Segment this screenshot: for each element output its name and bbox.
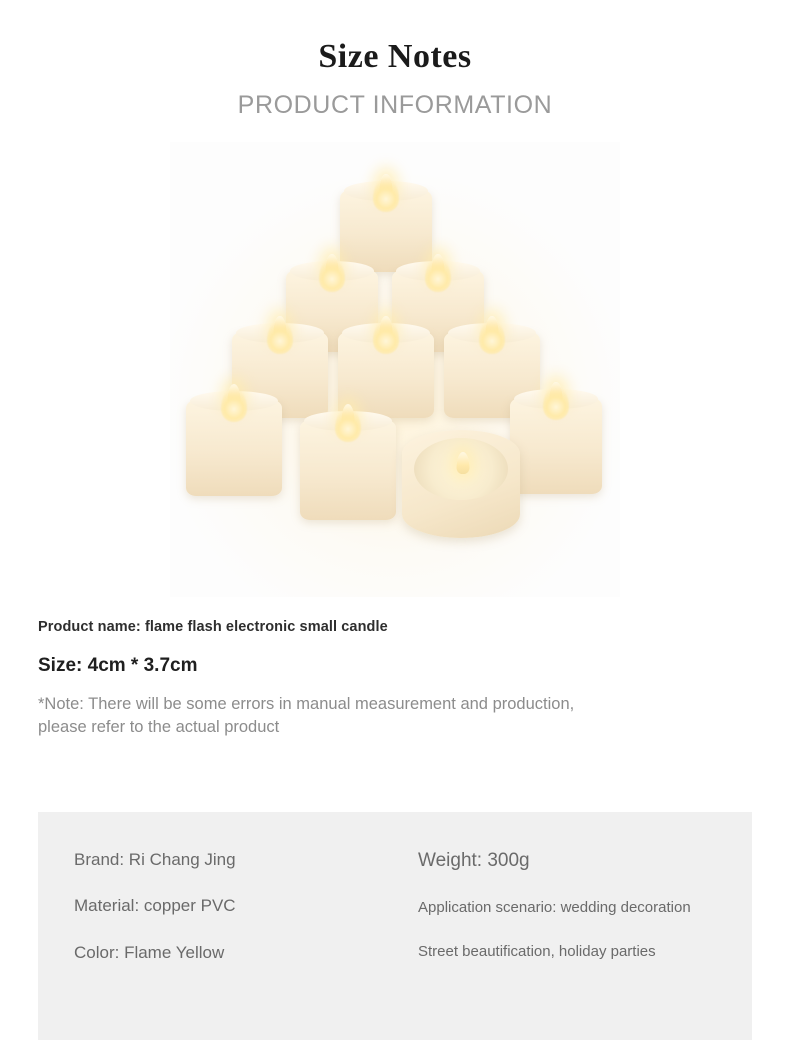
flame-icon	[380, 174, 393, 196]
product-image	[170, 142, 620, 597]
specs-panel	[38, 812, 752, 1040]
flame-icon	[432, 254, 445, 276]
candle-icon	[186, 400, 282, 496]
spec-material: Material: copper PVC	[74, 896, 236, 916]
flame-icon	[274, 316, 287, 338]
product-photo-canvas	[170, 142, 620, 597]
candle-tilted-icon	[402, 430, 520, 538]
page-title: Size Notes	[318, 38, 472, 75]
spec-weight: Weight: 300g	[418, 850, 530, 871]
spec-application-scenario: Application scenario: wedding decoration	[418, 898, 691, 916]
flame-icon	[380, 316, 393, 338]
flame-icon	[326, 254, 339, 276]
candle-icon	[300, 420, 396, 520]
product-name: Product name: flame flash electronic small candle	[38, 619, 388, 636]
specs-column-left	[74, 850, 404, 989]
specs-column-right	[418, 850, 748, 987]
page-subtitle: PRODUCT INFORMATION	[237, 91, 553, 120]
candle-icon	[340, 190, 432, 272]
product-size: Size: 4cm * 3.7cm	[38, 655, 198, 677]
flame-icon	[486, 316, 499, 338]
spec-color: Color: Flame Yellow	[74, 942, 225, 962]
flame-icon	[550, 382, 563, 404]
spec-usage: Street beautification, holiday parties	[418, 942, 656, 960]
measurement-note: *Note: There will be some errors in manual measurement and production, please refer to the actual product	[38, 695, 575, 736]
info-block	[38, 619, 658, 738]
candle-icon	[510, 398, 602, 494]
spec-brand: Brand: Ri Chang Jing	[74, 850, 236, 869]
candle-icon	[338, 332, 434, 418]
